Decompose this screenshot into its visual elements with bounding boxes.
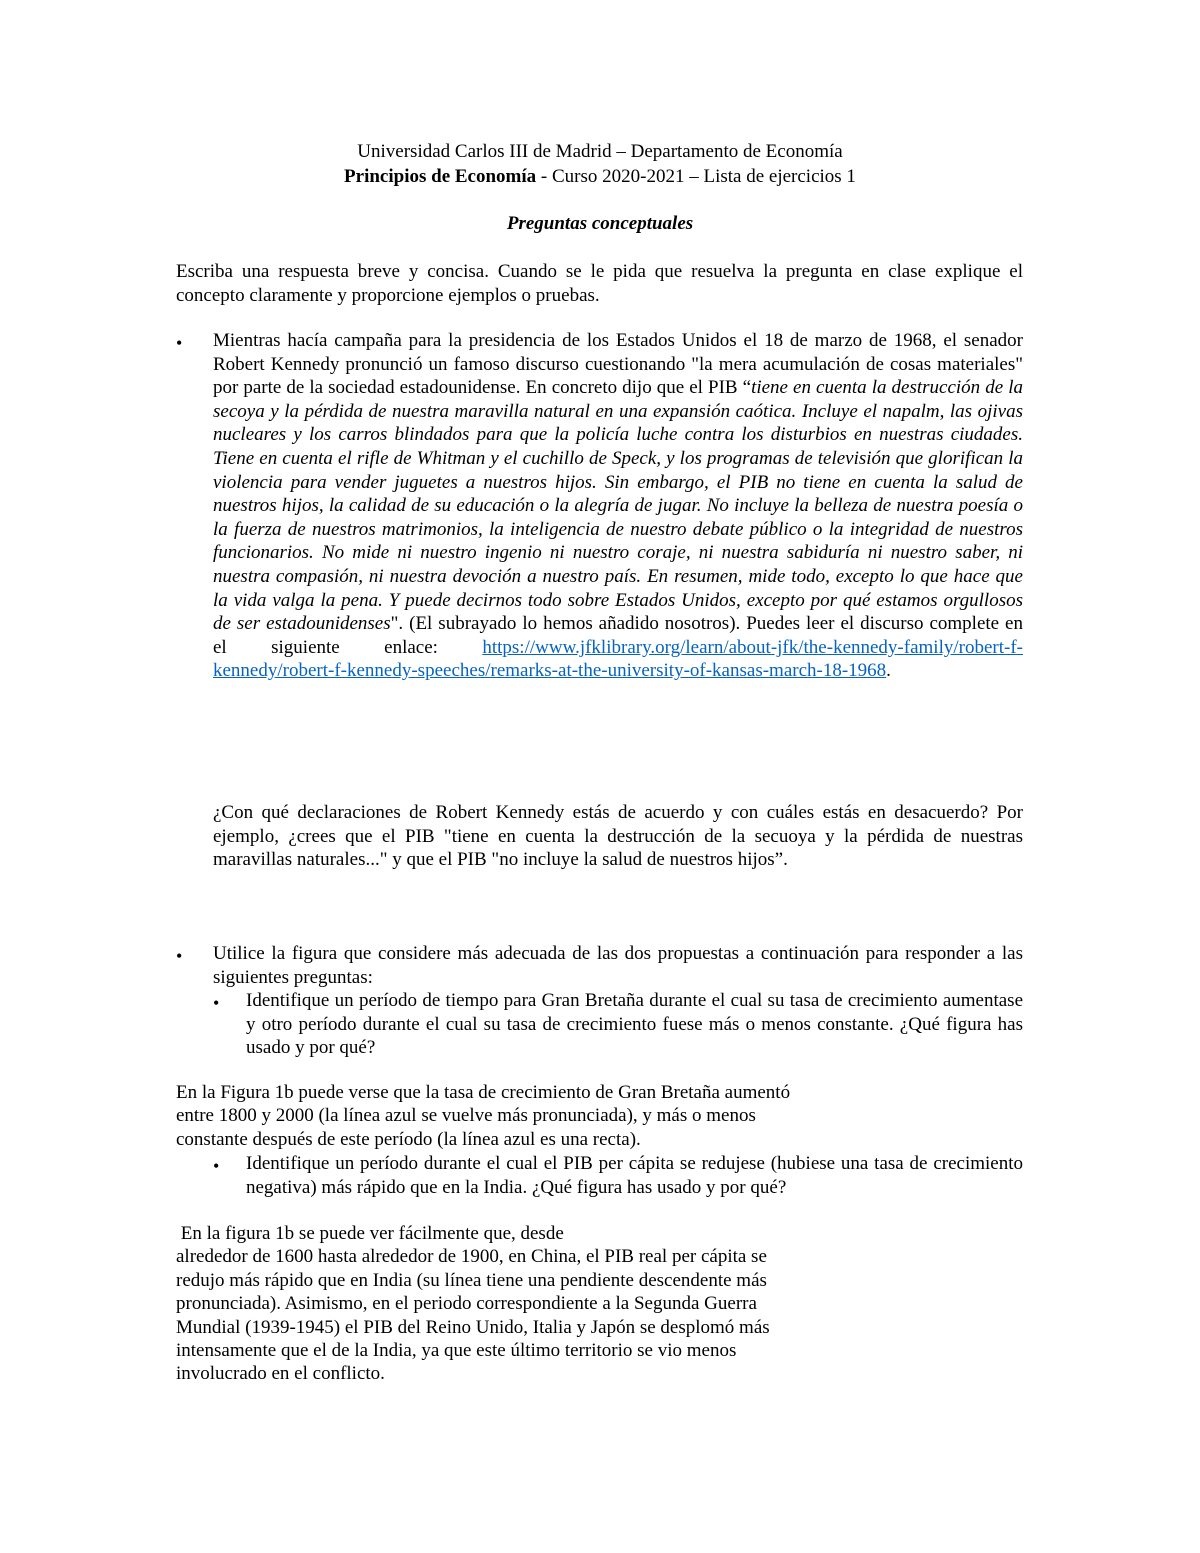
bullet-q2-sub2: • [213, 1156, 220, 1176]
answer-1-line: entre 1800 y 2000 (la línea azul se vuelve más pronunciada), y más o menos [176, 1105, 756, 1127]
question-1-period: . [886, 660, 891, 682]
kennedy-quote: tiene en cuenta la destrucción de la secoya y la pérdida de nuestra maravilla natural en una expansión caótica. Incluye el napalm, las ojivas nucleares y los carros blindados para que la policía luche contra los disturbios en nuestras ciudades. Tiene en cuenta el rifle de Whitman y el cuchillo de Speck, y los programas de televisión que glorifican la violencia para vender juguetes a nuestros hijos. Sin embargo, el PIB no tiene en cuenta la salud de nuestros hijos, la calidad de su educación o la alegría de jugar. No incluye la belleza de nuestra poesía o la fuerza de nuestros matrimonios, la inteligencia de nuestro debate público o la integridad de nuestros funcionarios. No mide ni nuestro ingenio ni nuestro coraje, ni nuestra sabiduría ni nuestro saber, ni nuestra compasión, ni nuestra devoción a nuestro país. En resumen, mide todo, excepto lo que hace que la vida valga la pena. Y puede decirnos todo sobre Estados Unidos, excepto por qué estamos orgullosos de ser estadounidenses [213, 377, 1023, 635]
question-2-sub1: Identifique un período de tiempo para Gran Bretaña durante el cual su tasa de crecimiento aumentase y otro período durante el cual su tasa de crecimiento fuese más o menos constante. ¿Qué figura has usado y por qué? [246, 990, 1023, 1059]
answer-2 [176, 1222, 770, 1386]
question-1-text-cont: ". (El subrayado lo hemos añadido nosotros). Puedes leer el discurso complete en el siguiente enlace: [213, 613, 1023, 658]
bullet-q2-sub1: • [213, 993, 220, 1013]
course-details: - Curso 2020-2021 – Lista de ejercicios 1 [536, 166, 856, 187]
answer-1 [176, 1081, 790, 1151]
question-1-paragraph [213, 329, 1023, 683]
bullet-q1: • [176, 333, 183, 353]
section-title: Preguntas conceptuales [506, 213, 694, 234]
question-1-followup: ¿Con qué declaraciones de Robert Kennedy estás de acuerdo y con cuáles estás en desacuerdo? Por ejemplo, ¿crees que el PIB "tiene en cuenta la destrucción de la secuoya y la pérdida de nuestras maravillas naturales..." y que el PIB "no incluye la salud de nuestros hijos”. [213, 802, 1023, 871]
course-name: Principios de Economía [344, 166, 537, 187]
university-line: Universidad Carlos III de Madrid – Departamento de Economía [357, 141, 843, 162]
speech-link[interactable]: https://www.jfklibrary.org/learn/about-jfk/the-kennedy-family/robert-f-kennedy/robert-f-kennedy-speeches/remarks-at-the-university-of-kansas-march-18-1968 [213, 636, 1023, 682]
intro-paragraph: Escriba una respuesta breve y concisa. Cuando se le pida que resuelva la pregunta en clase explique el concepto claramente y proporcione ejemplos o pruebas. [176, 261, 1023, 306]
answer-2-line: Mundial (1939-1945) el PIB del Reino Unido, Italia y Japón se desplomó más [176, 1316, 770, 1338]
question-2-sub2: Identifique un período durante el cual el PIB per cápita se redujese (hubiese una tasa de crecimiento negativa) más rápido que en la India. ¿Qué figura has usado y por qué? [246, 1153, 1023, 1198]
answer-2-line: redujo más rápido que en India (su línea tiene una pendiente descendente más [176, 1269, 767, 1291]
answer-1-line: En la Figura 1b puede verse que la tasa de crecimiento de Gran Bretaña aumentó [176, 1082, 791, 1103]
answer-2-line: En la figura 1b se puede ver fácilmente que, desde [176, 1223, 564, 1244]
answer-2-line: involucrado en el conflicto. [176, 1363, 385, 1385]
question-1-text: Mientras hacía campaña para la presidencia de los Estados Unidos el 18 de marzo de 1968, el senador Robert Kennedy pronunció un famoso discurso cuestionando "la mera acumulación de cosas materiales" por parte de la sociedad estadounidense. En concreto dijo que el PIB “ [213, 330, 1023, 399]
answer-2-line: intensamente que el de la India, ya que este último territorio se vio menos [176, 1340, 737, 1362]
course-line [0, 165, 1200, 189]
answer-1-line: constante después de este período (la línea azul es una recta). [176, 1128, 641, 1150]
question-2-text: Utilice la figura que considere más adecuada de las dos propuestas a continuación para responder a las siguientes preguntas: [213, 943, 1023, 988]
answer-2-line: pronunciada). Asimismo, en el periodo correspondiente a la Segunda Guerra [176, 1293, 757, 1315]
bullet-q2: • [176, 946, 183, 966]
answer-2-line: alrededor de 1600 hasta alrededor de 1900, en China, el PIB real per cápita se [176, 1246, 767, 1268]
